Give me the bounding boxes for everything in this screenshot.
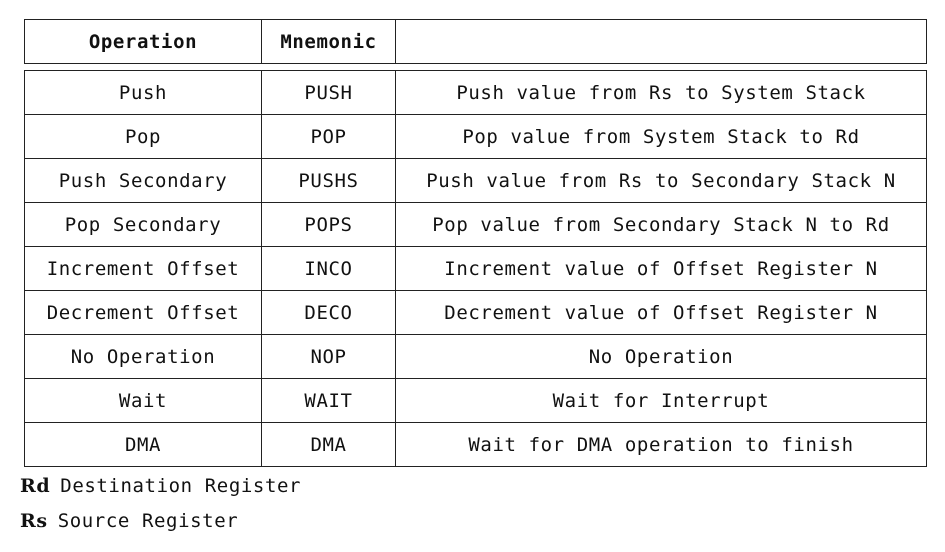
- cell-description: Wait for DMA operation to finish: [396, 423, 927, 467]
- legend-abbr: Rd: [20, 475, 51, 497]
- table-row: [25, 291, 927, 335]
- cell-operation: Pop: [25, 115, 262, 159]
- cell-operation: Wait: [25, 379, 262, 423]
- table-row: [25, 247, 927, 291]
- header-operation: Operation: [25, 20, 262, 64]
- cell-operation: Push: [25, 71, 262, 115]
- cell-operation: No Operation: [25, 335, 262, 379]
- cell-mnemonic: NOP: [262, 335, 396, 379]
- cell-description: Pop value from Secondary Stack N to Rd: [396, 203, 927, 247]
- header-mnemonic: Mnemonic: [262, 20, 396, 64]
- cell-mnemonic: POP: [262, 115, 396, 159]
- cell-mnemonic: PUSH: [262, 71, 396, 115]
- cell-description: Pop value from System Stack to Rd: [396, 115, 927, 159]
- table-row: [25, 115, 927, 159]
- cell-mnemonic: WAIT: [262, 379, 396, 423]
- header-row: [25, 20, 927, 64]
- cell-operation: Push Secondary: [25, 159, 262, 203]
- legend-rd: [20, 475, 301, 497]
- legend-text: Source Register: [57, 510, 239, 532]
- cell-operation: Increment Offset: [25, 247, 262, 291]
- cell-description: Push value from Rs to System Stack: [396, 71, 927, 115]
- table-row: [25, 159, 927, 203]
- operations-table: [24, 70, 927, 467]
- table-row: [25, 71, 927, 115]
- cell-operation: DMA: [25, 423, 262, 467]
- table-row: [25, 379, 927, 423]
- cell-description: No Operation: [396, 335, 927, 379]
- cell-description: Decrement value of Offset Register N: [396, 291, 927, 335]
- header-description: [396, 20, 927, 64]
- cell-description: Wait for Interrupt: [396, 379, 927, 423]
- cell-mnemonic: DECO: [262, 291, 396, 335]
- table-row: [25, 335, 927, 379]
- legend-rs: [20, 510, 238, 532]
- cell-mnemonic: DMA: [262, 423, 396, 467]
- table-row: [25, 423, 927, 467]
- table-header: [24, 19, 927, 64]
- cell-description: Increment value of Offset Register N: [396, 247, 927, 291]
- cell-operation: Pop Secondary: [25, 203, 262, 247]
- cell-operation: Decrement Offset: [25, 291, 262, 335]
- cell-mnemonic: POPS: [262, 203, 396, 247]
- legend-text: Destination Register: [60, 475, 302, 497]
- cell-mnemonic: PUSHS: [262, 159, 396, 203]
- legend-abbr: Rs: [20, 510, 48, 532]
- cell-mnemonic: INCO: [262, 247, 396, 291]
- table-row: [25, 203, 927, 247]
- cell-description: Push value from Rs to Secondary Stack N: [396, 159, 927, 203]
